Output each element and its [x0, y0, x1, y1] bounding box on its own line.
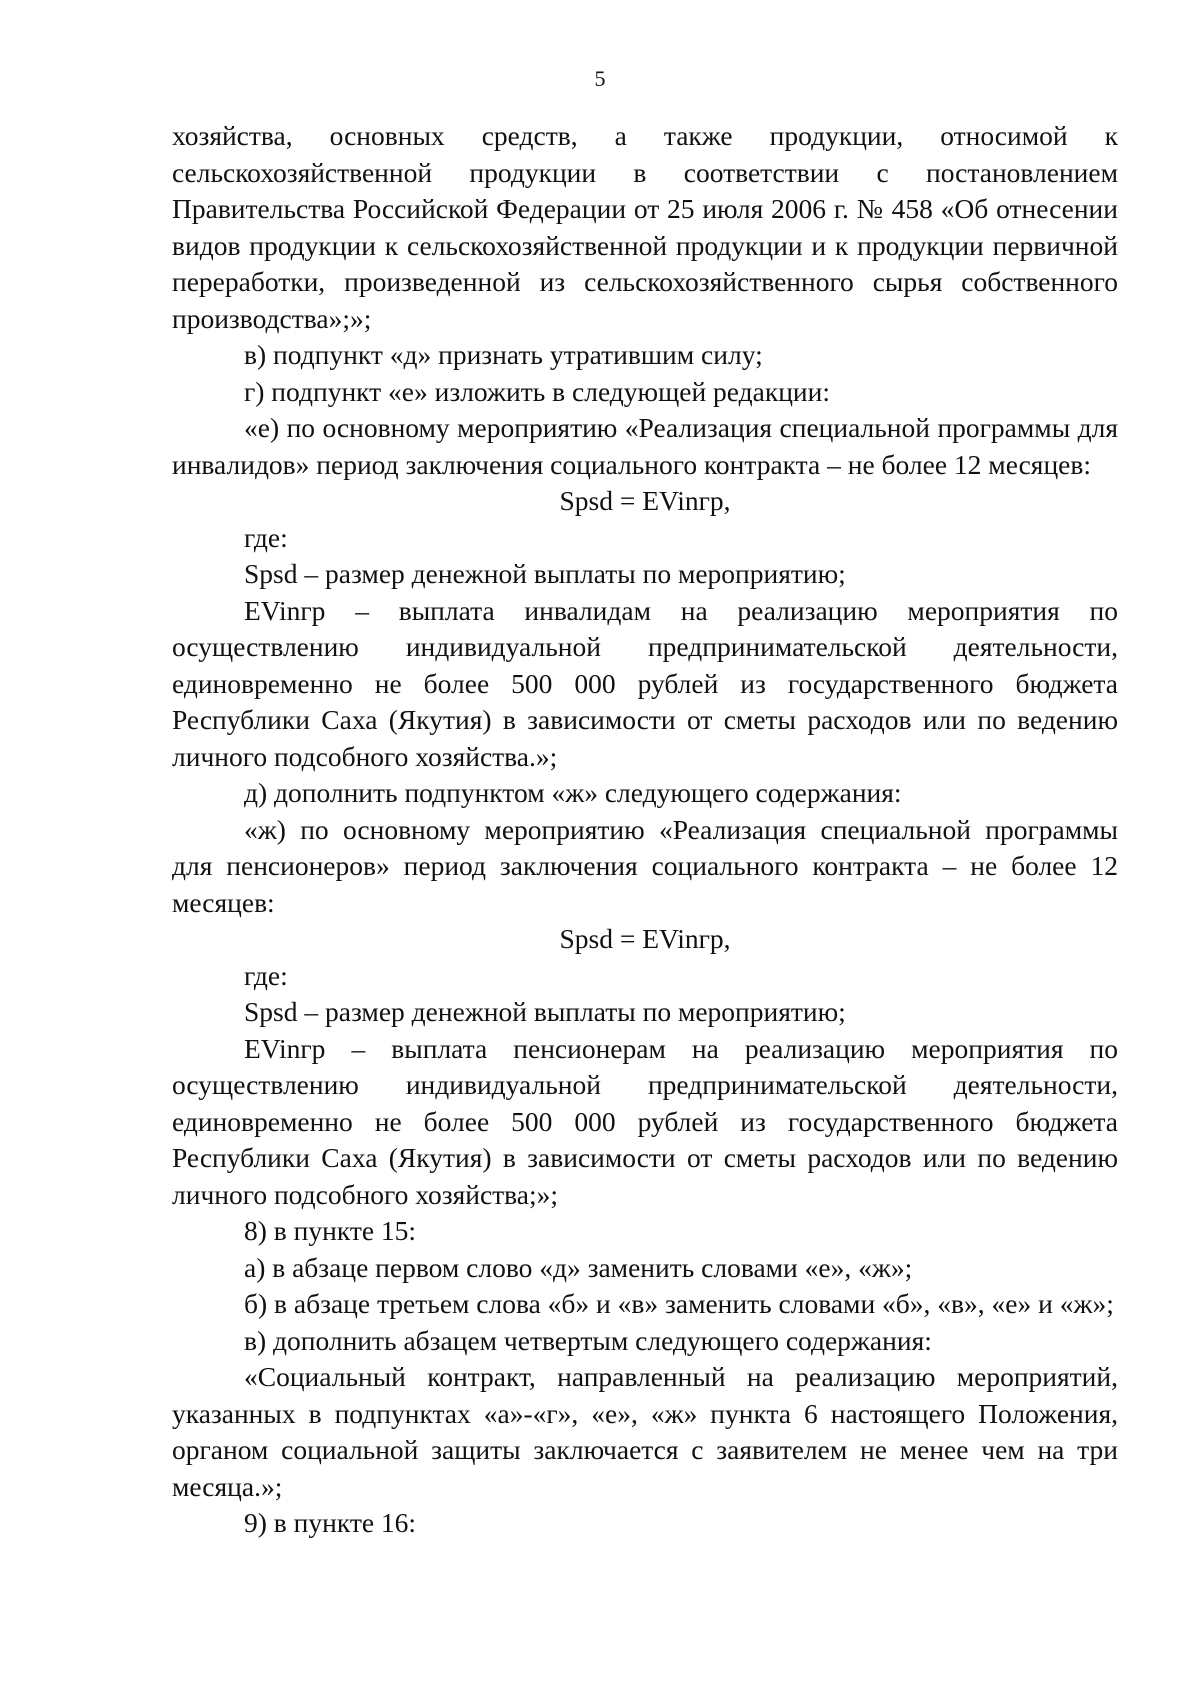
paragraph-continuation: хозяйства, основных средств, а также продукции, относимой к сельскохозяйственной продукции в соответствии с постановлением Правительства Российской Федерации от 25 июля 2006 г. № 458 «Об отнесении видов продукции к сельскохозяйственной продукции и к продукции первичной переработки, произведенной из сельскохозяйственного сырья собственного производства»;»; — [172, 120, 1118, 334]
paragraph-point-16: 9) в пункте 16: — [244, 1507, 417, 1538]
paragraph-item-zh-pensioners: «ж) по основному мероприятию «Реализация специальной программы для пенсионеров» период заключения социального контракта – не более 12 месяцев: — [172, 813, 1118, 918]
formula: Spsd = EVinгр, — [559, 485, 731, 516]
paragraph-definition-evingr: EVinгр – выплата инвалидам на реализацию мероприятия по осуществлению индивидуальной предпринимательской деятельности, единовременно не более 500 000 рублей из государственного бюджета Республики Саха (Якутия) в зависимости от сметы расходов или по ведению личного подсобного хозяйства.»; — [172, 594, 1118, 772]
document-body — [172, 118, 1118, 1542]
paragraph-subitem-v: в) дополнить абзацем четвертым следующего содержания: — [244, 1324, 932, 1356]
paragraph-subitem-a: а) в абзаце первом слово «д» заменить словами «е», «ж»; — [244, 1251, 913, 1283]
paragraph-point-15: 8) в пункте 15: — [244, 1215, 417, 1246]
paragraph-definition-evingr: EVinгр – выплата пенсионерам на реализацию мероприятия по осуществлению индивидуальной предпринимательской деятельности, единовременно не более 500 000 рублей из государственного бюджета Республики Саха (Якутия) в зависимости от сметы расходов или по ведению личного подсобного хозяйства;»; — [172, 1032, 1118, 1210]
paragraph-definition-spsd: Spsd – размер денежной выплаты по мероприятию; — [244, 996, 846, 1027]
paragraph-item-e-invalids: «е) по основному мероприятию «Реализация специальной программы для инвалидов» период заключения социального контракта – не более 12 месяцев: — [172, 412, 1118, 480]
paragraph-where: где: — [244, 959, 288, 991]
paragraph-definition-spsd: Spsd – размер денежной выплаты по мероприятию; — [244, 558, 846, 589]
paragraph-subitem-d: д) дополнить подпунктом «ж» следующего содержания: — [244, 777, 902, 808]
paragraph-where: где: — [244, 521, 288, 553]
formula: Spsd = EVinгр, — [559, 923, 731, 954]
paragraph-subitem-v: в) подпункт «д» признать утратившим силу; — [244, 339, 763, 370]
page-number: 5 — [594, 66, 606, 91]
paragraph-subitem-g: г) подпункт «е» изложить в следующей редакции: — [244, 375, 830, 407]
paragraph-subitem-b: б) в абзаце третьем слова «б» и «в» заменить словами «б», «в», «е» и «ж»; — [244, 1288, 1114, 1319]
paragraph-social-contract: «Социальный контракт, направленный на реализацию мероприятий, указанных в подпунктах «а»-«г», «е», «ж» пункта 6 настоящего Положения, органом социальной защиты заключается с заявителем не менее чем на три месяца.»; — [172, 1361, 1118, 1502]
